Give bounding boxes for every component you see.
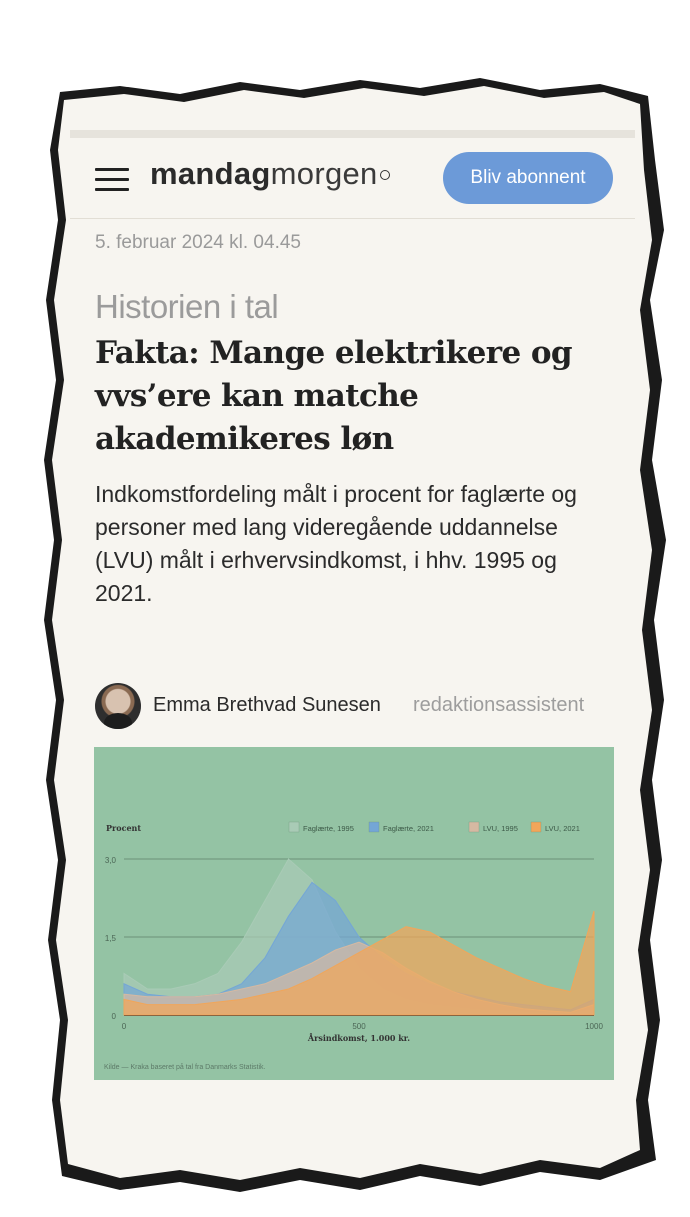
section-label[interactable]: Historien i tal <box>95 288 279 325</box>
author-role: redaktionsassistent <box>413 694 585 716</box>
x-tick-label: 0 <box>121 1022 127 1031</box>
publish-date: 5. februar 2024 kl. 04.45 <box>95 232 301 253</box>
logo-light-part: morgen <box>270 156 378 191</box>
author-byline <box>95 683 615 731</box>
article-page <box>70 130 635 1110</box>
legend-label: Faglærte, 1995 <box>303 824 354 833</box>
legend-swatch <box>469 822 479 832</box>
legend-swatch <box>531 822 541 832</box>
author-name[interactable]: Emma Brethvad Sunesen <box>153 694 381 716</box>
legend-label: LVU, 2021 <box>545 824 580 833</box>
chart-source: Kilde — Kraka baseret på tal fra Danmarks Statistik. <box>104 1064 266 1071</box>
x-tick-label: 500 <box>352 1022 366 1031</box>
y-axis-label: Procent <box>106 823 142 833</box>
income-distribution-chart <box>94 747 614 1080</box>
hamburger-menu-icon[interactable] <box>95 168 131 192</box>
legend-label: LVU, 1995 <box>483 824 518 833</box>
legend-swatch <box>369 822 379 832</box>
site-logo[interactable] <box>150 156 390 192</box>
legend-label: Faglærte, 2021 <box>383 824 434 833</box>
y-tick-label: 1,5 <box>104 934 116 943</box>
article-headline: Fakta: Mange elektrikere og vvs’ere kan matche akademikeres løn <box>95 335 572 457</box>
subscribe-button[interactable]: Bliv abonnent <box>443 152 613 204</box>
author-avatar[interactable] <box>95 683 141 729</box>
top-divider <box>70 130 635 138</box>
y-tick-label: 0 <box>111 1012 116 1021</box>
y-tick-label: 3,0 <box>104 856 116 865</box>
article-lead: Indkomstfordeling målt i procent for faglærte og personer med lang videregående uddannelse (LVU) målt i erhvervsindkomst, i hhv. 1995 og 2021. <box>95 481 577 606</box>
x-tick-label: 1000 <box>585 1022 603 1031</box>
chart-svg <box>94 747 614 1080</box>
page-bottom <box>70 1080 635 1110</box>
x-axis-label: Årsindkomst, 1.000 kr. <box>307 1033 411 1043</box>
site-header <box>70 138 635 219</box>
legend-swatch <box>289 822 299 832</box>
logo-bold-part: mandag <box>150 156 271 191</box>
logo-registered-icon <box>380 170 390 180</box>
